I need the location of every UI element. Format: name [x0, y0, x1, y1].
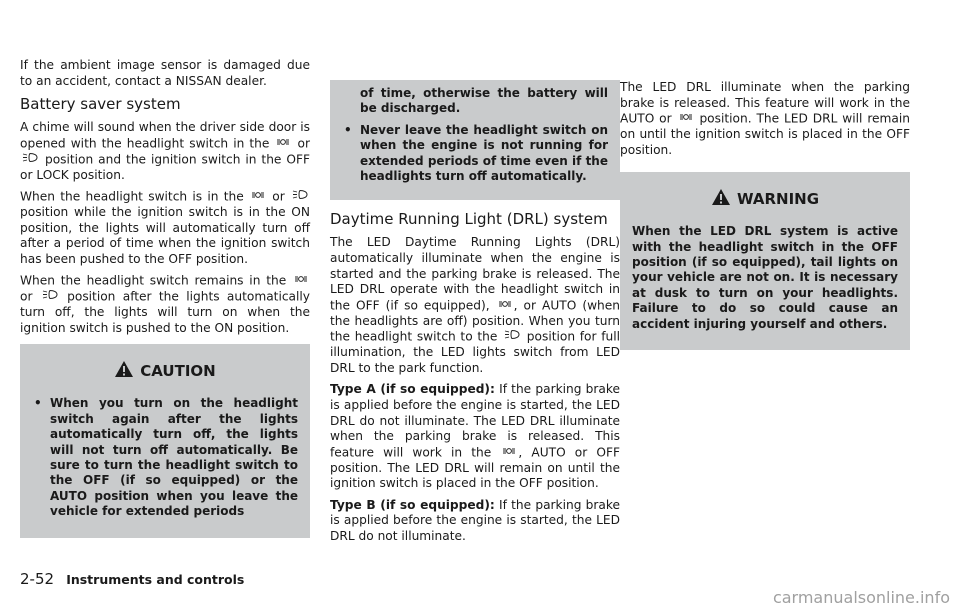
- column-2: [330, 80, 620, 551]
- text: If the parking brake is applied before the engine is started, the LED DRL do not illuminate.: [330, 497, 621, 544]
- text: or: [20, 289, 33, 304]
- page-footer: [20, 570, 244, 588]
- text: position and the ignition switch in the OFF or LOCK position.: [20, 151, 310, 182]
- text: position while the ignition switch is in the ON position, the lights will automatically turn off after a period of time when the ignition switch has been pushed to the OFF position.: [20, 205, 310, 266]
- column-1: [20, 58, 310, 548]
- caution-item: • When you turn on the headlight switch again after the lights automatically turn off, the lights will not turn off automatically. Be sure to turn the headlight switch to the OFF (if so equipped) or the AUTO position when you leave the vehicle for extended periods: [32, 396, 298, 519]
- battery-paragraph-3: [20, 273, 310, 336]
- headlight-icon: [42, 289, 58, 305]
- caution-item-2: • Never leave the headlight switch on when the engine is not running for extended periods of time even if the headlights turn off automatically.: [342, 123, 608, 185]
- warning-triangle-icon: [711, 188, 731, 210]
- parking-light-icon: [294, 273, 308, 289]
- parking-light-icon: [498, 298, 512, 314]
- intro-paragraph: If the ambient image sensor is damaged due to an accident, contact a NISSAN dealer.: [20, 58, 310, 88]
- parking-light-icon: [679, 111, 693, 127]
- warning-title: [632, 188, 898, 210]
- text: , or AUTO (when the headlights are off) position. When you turn the headlight switch to the: [330, 298, 621, 344]
- text: or: [297, 136, 311, 151]
- headlight-icon: [22, 152, 38, 168]
- warning-title-text: WARNING: [736, 190, 820, 209]
- caution-item-continued: of time, otherwise the battery will be discharged.: [360, 86, 608, 116]
- parking-light-icon: [251, 189, 265, 205]
- drl-type-a: [330, 382, 620, 491]
- text: position. The LED DRL will remain on until the ignition switch is placed in the OFF position.: [620, 111, 911, 157]
- drl-paragraph-1: [330, 235, 620, 376]
- text: , AUTO or OFF position. The LED DRL will remain on until the ignition switch is placed in the OFF position.: [330, 445, 621, 491]
- text: If the parking brake is applied before the engine is started, the LED DRL do not illuminate. The LED DRL illuminate when the parking brake is released. This feature will work in the: [330, 382, 621, 460]
- text: position for full illumination, the LED lights switch from LED DRL to the park function.: [330, 329, 620, 375]
- text: A chime will sound when the driver side door is opened with the headlight switch in the: [20, 120, 310, 151]
- type-b-label: Type B (if so equipped):: [330, 497, 495, 512]
- text: The LED DRL illuminate when the parking brake is released. This feature will work in the AUTO or: [620, 80, 910, 126]
- warning-triangle-icon: [114, 360, 134, 382]
- text: When the headlight switch is in the: [20, 189, 244, 204]
- type-a-label: Type A (if so equipped):: [330, 382, 495, 397]
- parking-light-icon: [502, 445, 516, 461]
- headlight-icon: [504, 329, 520, 345]
- caution-box-continued: [330, 80, 620, 200]
- section-name: Instruments and controls: [66, 572, 245, 587]
- battery-paragraph-2: [20, 189, 310, 267]
- text: The LED Daytime Running Lights (DRL) automatically illuminate when the engine is started and the parking brake is released. The LED DRL operate with the headlight switch in the OFF (if so equipped),: [330, 235, 620, 313]
- watermark: carmanualsonline.info: [772, 588, 950, 607]
- column-3: [620, 80, 910, 360]
- text: position after the lights automatically turn off, the lights will turn on when the ignition switch is pushed to the ON position.: [20, 289, 310, 335]
- battery-paragraph-1: [20, 120, 310, 183]
- heading-drl: Daytime Running Light (DRL) system: [330, 210, 608, 229]
- warning-text: When the LED DRL system is active with the headlight switch in the OFF position (if so equipped), tail lights on your vehicle are not on. It is necessary at dusk to turn on your headlights. Failure to do so could cause an accident injuring yourself and others.: [632, 224, 898, 331]
- caution-box: [20, 344, 310, 537]
- heading-battery-saver: Battery saver system: [20, 95, 181, 114]
- drl-paragraph-cont: [620, 80, 910, 158]
- warning-box: [620, 172, 910, 350]
- text: or: [272, 189, 285, 204]
- parking-light-icon: [276, 136, 290, 152]
- caution-title-text: CAUTION: [140, 362, 216, 381]
- text: When the headlight switch remains in the: [20, 273, 287, 288]
- caution-title: [32, 360, 298, 382]
- drl-type-b: [330, 498, 620, 545]
- page-number: 2-52: [20, 570, 55, 588]
- headlight-icon: [292, 189, 308, 205]
